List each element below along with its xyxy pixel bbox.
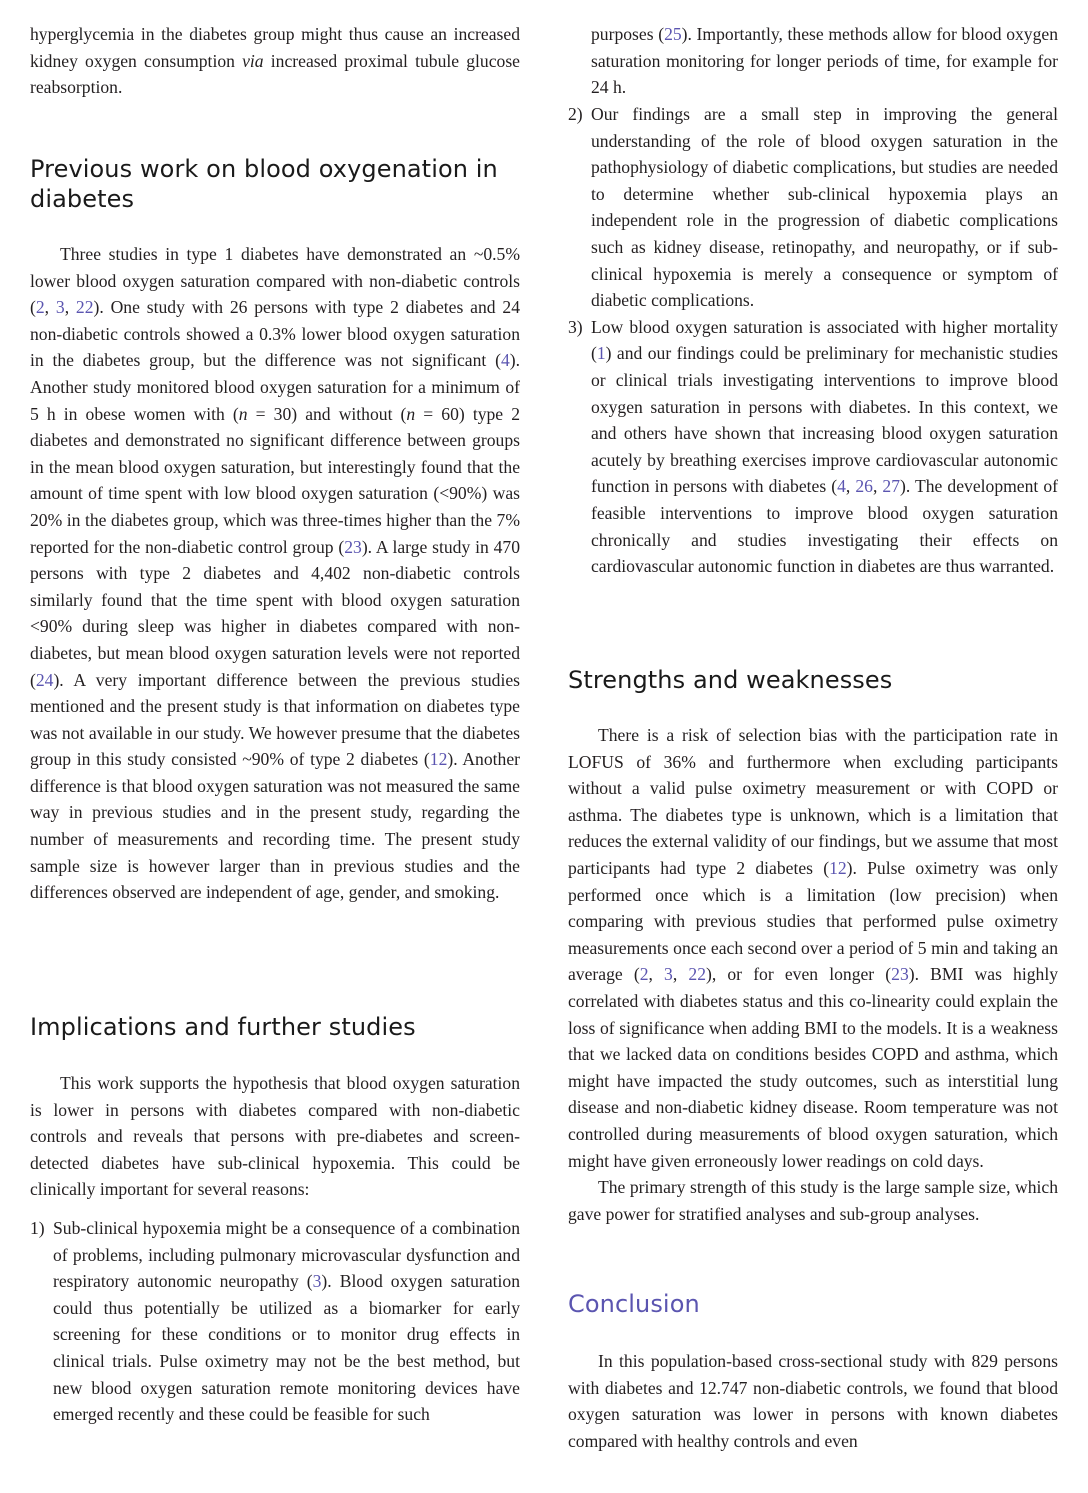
text-run: , (872, 476, 883, 497)
text-run: purposes ( (591, 24, 665, 44)
text-run: increased proximal tubule glucose reabsorption. (30, 50, 520, 98)
text-run: Sub-clinical hypoxemia might be a consequence of a combination of problems, including pulmonary microvascular dysfunction and respiratory autonomic neuropathy ( (53, 1218, 520, 1292)
text-run: ). BMI was highly correlated with diabetes status and this co-linearity could explain the loss of significance when adding BMI to the models. It is a weakness that we lacked data on conditions besides COPD and asthma, which might have impacted the study outcomes, such as interstitial lung disease and non-diabetic kidney disease. Room temperature was not controlled during measurements of blood oxygen saturation, which might have given erroneously lower readings on cold days. (568, 964, 1059, 1171)
text-run: hyperglycemia in the diabetes group might thus cause an increased kidney oxygen consumption (30, 24, 520, 71)
reason-1-continued (568, 21, 1058, 101)
list-number: 1) (30, 1218, 45, 1238)
conclusion-body (568, 1348, 1058, 1454)
text-run: There is a risk of selection bias with the participation rate in LOFUS of 36% and furthermore when excluding participants without a valid pulse oximetry measurement or with COPD or asthma. The diabetes type is unknown, which is a limitation that reduces the external validity of our findings, but we assume that most participants had type 2 diabetes ( (568, 725, 1058, 878)
citation-link[interactable]: 3 (55, 297, 65, 318)
text-run: ). A large study in 470 persons with type 2 diabetes and 4,402 non-diabetic controls similarly found that the time spent with blood oxygen saturation <90% during sleep was higher in diabetes compared with non-diabetes, but mean blood oxygen saturation levels were not reported ( (30, 536, 520, 690)
list-item-reason-1 (30, 1215, 520, 1428)
section-heading-implications: Implications and further studies (30, 1013, 416, 1041)
text-run: ). The development of feasible interventions to improve blood oxygen saturation chronically and studies investigating their effects on cardiovascular autonomic function in diabetes are thus warranted. (591, 476, 1058, 577)
text-run: = 30) and without ( (247, 403, 407, 424)
citation-link[interactable]: 12 (829, 857, 847, 878)
section-heading-strengths: Strengths and weaknesses (568, 666, 893, 694)
text-run: , (672, 964, 689, 985)
text-run: , (44, 297, 56, 318)
reason-1-continued-text (568, 21, 1058, 101)
text-run: ). Importantly, these methods allow for blood oxygen saturation monitoring for longer periods of time, for example for 24 h. (591, 24, 1058, 98)
list-number: 2) (568, 104, 583, 124)
section-implications (30, 1012, 520, 1042)
citation-link[interactable]: 4 (500, 350, 510, 371)
text-run: , (845, 476, 856, 497)
previous-work-body (30, 241, 520, 906)
citation-link[interactable]: 2 (35, 297, 45, 318)
citation-link[interactable]: 22 (688, 964, 706, 985)
italic-term: via (242, 50, 264, 71)
conclusion-paragraph: In this population-based cross-sectional study with 829 persons with diabetes and 12.747 non-diabetic controls, we found that blood oxygen saturation was lower in persons with known diabetes compared with healthy controls and even (568, 1351, 1058, 1451)
citation-link[interactable]: 3 (312, 1271, 322, 1292)
text-run: ). Pulse oximetry was only performed once which is a limitation (low precision) when comparing with previous studies that performed pulse oximetry measurements once each second over a period of 5 min and taking an average ( (568, 857, 1058, 985)
reason-2-text: Our findings are a small step in improving the general understanding of the role of blood oxygen saturation in the pathophysiology of diabetic complications, but studies are needed to determine whether sub-clinical hypoxemia plays an independent role in the progression of diabetic complications such as kidney disease, retinopathy, and neuropathy, or if sub-clinical hypoxemia is merely a consequence or symptom of diabetic complications. (591, 104, 1058, 311)
citation-link[interactable]: 23 (891, 964, 909, 985)
citation-link[interactable]: 23 (344, 536, 362, 557)
citation-link[interactable]: 2 (639, 964, 649, 985)
citation-link[interactable]: 25 (664, 24, 682, 44)
list-number: 3) (568, 316, 583, 337)
citation-link[interactable]: 24 (35, 669, 54, 690)
strengths-paragraph-1 (568, 722, 1058, 1174)
citation-link[interactable]: 27 (882, 476, 901, 497)
section-previous-work (30, 154, 520, 214)
text-run: ). Blood oxygen saturation could thus potentially be utilized as a biomarker for early screening for these conditions or to monitor drug effects in clinical trials. Pulse oximetry may not be the best method, but new blood oxygen saturation remote monitoring devices have emerged recently and these could be feasible for such (53, 1271, 520, 1425)
citation-link[interactable]: 26 (855, 476, 873, 497)
text-run: , (64, 297, 76, 318)
reasons-list (30, 1215, 520, 1428)
strengths-paragraph-2: The primary strength of this study is the large sample size, which gave power for stratified analyses and sub-group analyses. (568, 1177, 1058, 1224)
section-heading-conclusion: Conclusion (568, 1290, 700, 1318)
section-strengths (568, 665, 1058, 695)
strengths-body (568, 722, 1058, 1227)
citation-link[interactable]: 4 (837, 476, 846, 497)
section-conclusion (568, 1289, 1058, 1319)
text-run: Low blood oxygen saturation is associated with higher mortality ( (591, 316, 1058, 364)
citation-link[interactable]: 1 (596, 343, 606, 364)
text-run: ). Another study monitored blood oxygen saturation for a minimum of 5 h in obese women with ( (30, 350, 520, 424)
reason-1-text (53, 1215, 520, 1428)
citation-link[interactable]: 3 (664, 964, 673, 985)
text-run: Three studies in type 1 diabetes have demonstrated an ~0.5% lower blood oxygen saturation compared with non-diabetic controls ( (30, 244, 520, 318)
text-run: ) and our findings could be preliminary for mechanistic studies or clinical trials investigating interventions to improve blood oxygen saturation in persons with diabetes. In this context, we and others have shown that increasing blood oxygen saturation acutely by breathing exercises improve cardiovascular autonomic function in persons with diabetes ( (591, 343, 1058, 497)
reason-3-text (591, 314, 1058, 580)
italic-variable: n (238, 403, 248, 424)
citation-link[interactable]: 22 (75, 297, 94, 318)
implications-paragraph: This work supports the hypothesis that blood oxygen saturation is lower in persons with diabetes compared with non-diabetic controls and reveals that persons with pre-diabetes and screen-detected diabetes have sub-clinical hypoxemia. This could be clinically important for several reasons: (30, 1073, 520, 1200)
text-run: , (648, 964, 665, 985)
reasons-list-continued (568, 101, 1058, 580)
text-run: ). Another difference is that blood oxygen saturation was not measured the same way in previous studies and in the present study, regarding the number of measurements and recording time. The present study sample size is however larger than in previous studies and the differences observed are independent of age, gender, and smoking. (30, 749, 520, 903)
intro-tail-paragraph (30, 21, 520, 101)
text-run: ). A very important difference between the previous studies mentioned and the present study is that information on diabetes type was not available in our study. We however presume that the diabetes group in this study consisted ~90% of type 2 diabetes ( (30, 669, 520, 770)
citation-link[interactable]: 12 (429, 749, 448, 770)
intro-tail (30, 21, 520, 101)
text-run: = 60) type 2 diabetes and demonstrated no significant difference between groups in the mean blood oxygen saturation, but interestingly found that the amount of time spent with low blood oxygen saturation (<90%) was 20% in the diabetes group, which was three-times higher than the 7% reported for the non-diabetic control group ( (30, 403, 521, 557)
implications-body (30, 1070, 520, 1203)
list-item-reason-2 (568, 101, 1058, 314)
list-item-reason-3 (568, 314, 1058, 580)
text-run: ), or for even longer ( (705, 964, 892, 985)
italic-variable: n (406, 403, 416, 424)
text-run: ). One study with 26 persons with type 2 diabetes and 24 non-diabetic controls showed a 0.3% lower blood oxygen saturation in the diabetes group, but the difference was not significant ( (30, 297, 520, 371)
section-heading-previous-work: Previous work on blood oxygenation in diabetes (30, 155, 498, 213)
previous-work-paragraph (30, 241, 520, 906)
